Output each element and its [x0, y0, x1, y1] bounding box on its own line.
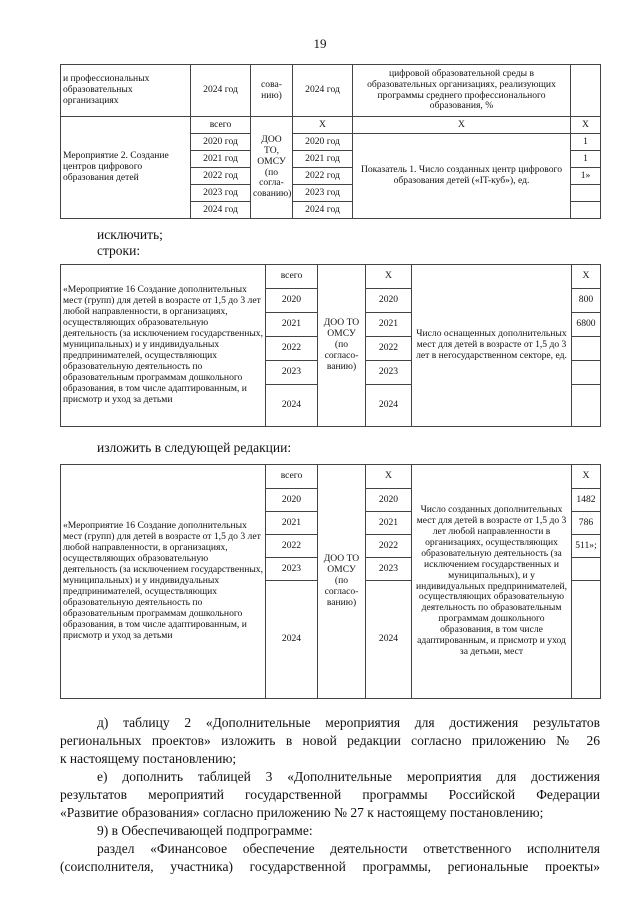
- table-old-rows: [60, 264, 601, 427]
- year-cell: 2020: [266, 289, 318, 313]
- year-cell: X: [366, 465, 412, 489]
- paragraph-section-line: (соисполнителя, участника) государственной программы, региональные проекты»: [60, 859, 600, 874]
- paragraph-e-line: результатов мероприятий государственной программы Российской Федерации: [60, 787, 600, 802]
- paragraph-9: 9) в Обеспечивающей подпрограмме:: [97, 823, 313, 838]
- year-cell: всего: [266, 265, 318, 289]
- paragraph-d-line: д) таблицу 2 «Дополнительные мероприятия для достижения результатов: [97, 715, 600, 730]
- paragraph-section-line: раздел «Финансовое обеспечение деятельности ответственного исполнителя: [97, 841, 600, 856]
- value-cell: 1: [571, 134, 601, 151]
- executor-cell: сова-нию): [251, 65, 293, 117]
- year-cell: 2024 год: [293, 202, 353, 219]
- activity-cell: «Мероприятие 16 Создание дополнительных мест (групп) для детей в возрасте от 1,5 до 3 лет любой направленности, в организациях, осуществляющих образовательную деятельность (за исключением государственных, муниципальных) и у индивидуальных предпринимателей, осуществляющих образовательную деятельность по образовательным программам дошкольного образования, в том числе адаптированным, и присмотр и уход за детьми: [61, 465, 266, 699]
- year-cell: 2022 год: [293, 168, 353, 185]
- year-cell: 2023: [366, 361, 412, 385]
- value-cell: [572, 558, 601, 581]
- paragraph-e-line: «Развитие образования» согласно приложению № 27 к настоящему постановлению;: [60, 805, 544, 820]
- activity-cell: Мероприятие 2. Создание центров цифрового образования детей: [61, 117, 191, 219]
- year-cell: X: [366, 265, 412, 289]
- indicator-cell: X: [353, 117, 571, 134]
- indicator-cell: Число оснащенных дополнительных мест для детей в возрасте от 1,5 до 3 лет в негосударственном секторе, ед.: [412, 265, 572, 427]
- year-cell: 2024: [266, 385, 318, 427]
- value-cell: 1482: [572, 489, 601, 512]
- page-number: 19: [313, 36, 327, 51]
- year-cell: 2021: [366, 313, 412, 337]
- executor-cell: ДОО ТО ОМСУ (по согласо-ванию): [318, 265, 366, 427]
- text-new-edition: изложить в следующей редакции:: [97, 440, 292, 455]
- indicator-cell: цифровой образовательной среды в образовательных организациях, реализующих программы среднего профессионального образования, %: [353, 65, 571, 117]
- year-cell: 2023 год: [191, 185, 251, 202]
- year-cell: 2020 год: [293, 134, 353, 151]
- year-cell: 2024 год: [191, 202, 251, 219]
- year-cell: X: [293, 117, 353, 134]
- year-cell: 2021: [266, 512, 318, 535]
- executor-cell: ДОО ТО, ОМСУ (по согла-сованию): [251, 117, 293, 219]
- value-cell: 6800: [572, 313, 601, 337]
- indicator-cell: Показатель 1. Число созданных центр цифрового образования детей («IT-куб»), ед.: [353, 134, 571, 219]
- paragraph-d-line: региональных проектов» изложить в новой редакции согласно приложению № 26: [60, 733, 600, 748]
- value-cell: 786: [572, 512, 601, 535]
- text-rows: строки:: [97, 243, 141, 258]
- year-cell: 2024 год: [191, 65, 251, 117]
- executor-cell: ДОО ТО ОМСУ (по согласо-ванию): [318, 465, 366, 699]
- year-cell: 2024: [366, 385, 412, 427]
- year-cell: 2023: [266, 361, 318, 385]
- value-cell: [572, 361, 601, 385]
- value-cell: [572, 581, 601, 699]
- paragraph-e-line: е) дополнить таблицей 3 «Дополнительные мероприятия для достижения: [97, 769, 600, 784]
- year-cell: 2020: [266, 489, 318, 512]
- year-cell: 2023: [266, 558, 318, 581]
- year-cell: 2021: [266, 313, 318, 337]
- value-cell: X: [572, 265, 601, 289]
- value-cell: 1: [571, 151, 601, 168]
- value-cell: X: [571, 117, 601, 134]
- text-exclude: исключить;: [97, 227, 163, 242]
- paragraph-d-line: к настоящему постановлению;: [60, 751, 237, 766]
- value-cell: [571, 202, 601, 219]
- year-cell: 2024: [366, 581, 412, 699]
- year-cell: 2021: [366, 512, 412, 535]
- value-cell: [571, 65, 601, 117]
- year-cell: 2022 год: [191, 168, 251, 185]
- year-cell: 2022: [266, 535, 318, 558]
- year-cell: 2022: [266, 337, 318, 361]
- value-cell: 511»;: [572, 535, 601, 558]
- year-cell: 2020 год: [191, 134, 251, 151]
- value-cell: [572, 337, 601, 361]
- year-cell: 2024 год: [293, 65, 353, 117]
- year-cell: всего: [191, 117, 251, 134]
- table-top-continuation: [60, 64, 601, 219]
- value-cell: X: [572, 465, 601, 489]
- year-cell: 2023: [366, 558, 412, 581]
- year-cell: 2022: [366, 535, 412, 558]
- year-cell: всего: [266, 465, 318, 489]
- year-cell: 2023 год: [293, 185, 353, 202]
- year-cell: 2020: [366, 289, 412, 313]
- year-cell: 2021 год: [293, 151, 353, 168]
- year-cell: 2022: [366, 337, 412, 361]
- value-cell: [572, 385, 601, 427]
- activity-cell: «Мероприятие 16 Создание дополнительных мест (групп) для детей в возрасте от 1,5 до 3 лет любой направленности, в организациях, осуществляющих образовательную деятельность (за исключением государственных, муниципальных) и у индивидуальных предпринимателей, осуществляющих образовательную деятельность по образовательным программам дошкольного образования, в том числе адаптированным, и присмотр и уход за детьми: [61, 265, 266, 427]
- value-cell: 1»: [571, 168, 601, 185]
- table-new-rows: [60, 464, 601, 699]
- value-cell: [571, 185, 601, 202]
- value-cell: 800: [572, 289, 601, 313]
- year-cell: 2020: [366, 489, 412, 512]
- year-cell: 2021 год: [191, 151, 251, 168]
- activity-cell: и профессиональных образовательных организациях: [61, 65, 191, 117]
- year-cell: 2024: [266, 581, 318, 699]
- indicator-cell: Число созданных дополнительных мест для детей в возрасте от 1,5 до 3 лет любой направленности в организациях, осуществляющих образовательную деятельность (за исключением государственных и муниципальных), и у индивидуальных предпринимателей, осуществляющих образовательную деятельность по образовательным программам дошкольного образования, в том числе адаптированным, и присмотр и уход за детьми, мест: [412, 465, 572, 699]
